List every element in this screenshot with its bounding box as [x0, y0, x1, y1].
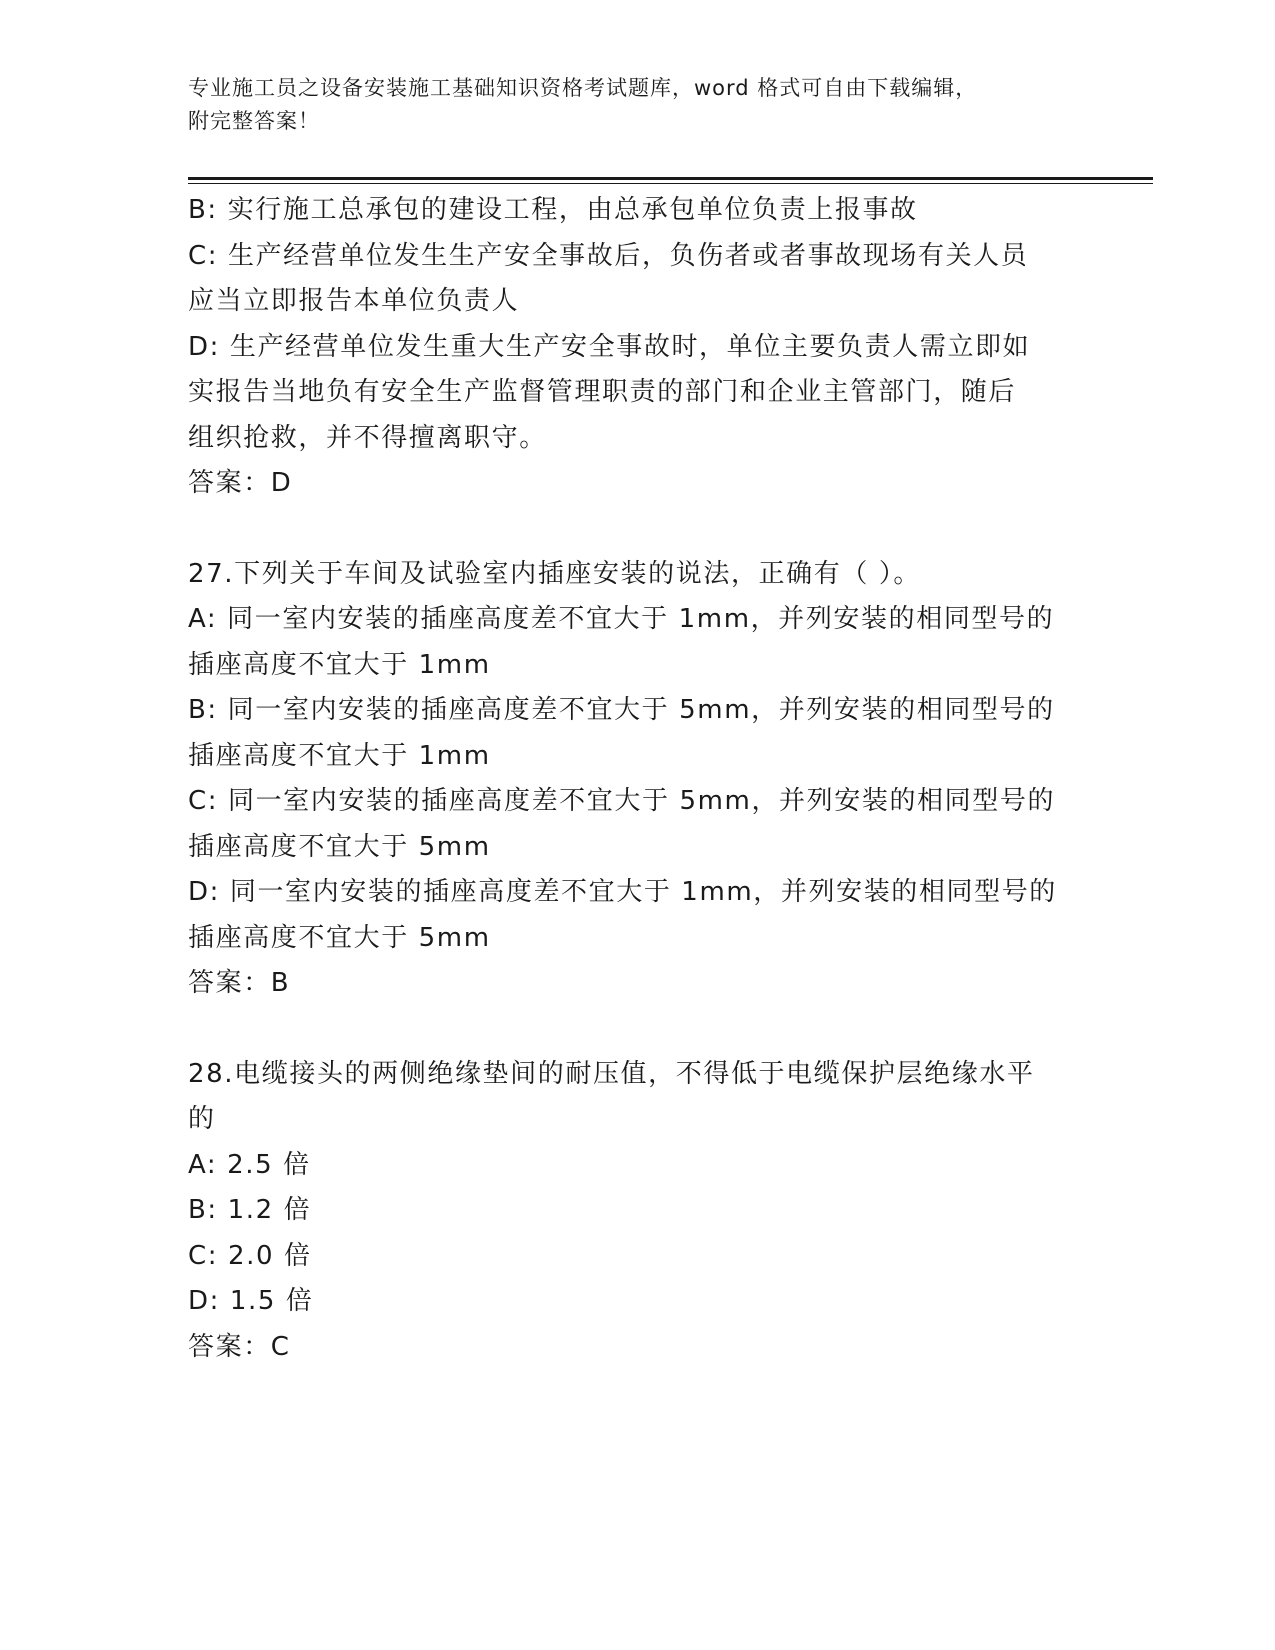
q27-answer: 答案：B	[188, 968, 291, 998]
spacer	[188, 507, 1088, 552]
q27-option-d-line-1: D: 同一室内安装的插座高度差不宜大于 1mm，并列安装的相同型号的	[188, 877, 1057, 907]
q28-question-line-1: 28.电缆接头的两侧绝缘垫间的耐压值，不得低于电缆保护层绝缘水平	[188, 1058, 1035, 1089]
q26-option-c-line-1: C: 生产经营单位发生生产安全事故后，负伤者或者事故现场有关人员	[188, 240, 1029, 271]
question-26	[188, 188, 1088, 507]
q28-answer: 答案：C	[188, 1331, 291, 1362]
header-divider-thick	[188, 177, 1153, 180]
q26-option-d-line-2: 实报告当地负有安全生产监督管理职责的部门和企业主管部门，随后	[188, 377, 1017, 407]
q26-option-d-line-1: D: 生产经营单位发生重大生产安全事故时，单位主要负责人需立即如	[188, 331, 1031, 362]
header-line-2: 附完整答案！	[188, 109, 320, 133]
q27-option-a-line-1: A: 同一室内安装的插座高度差不宜大于 1mm，并列安装的相同型号的	[188, 604, 1055, 634]
q28-question-line-2: 的	[188, 1104, 216, 1134]
q28-option-d: D: 1.5 倍	[188, 1286, 314, 1316]
q26-answer: 答案：D	[188, 468, 293, 498]
question-27	[188, 552, 1088, 1007]
q26-option-c-line-2: 应当立即报告本单位负责人	[188, 286, 520, 316]
q28-option-a: A: 2.5 倍	[188, 1149, 311, 1180]
q27-option-c-line-1: C: 同一室内安装的插座高度差不宜大于 5mm，并列安装的相同型号的	[188, 786, 1056, 816]
q27-option-c-line-2: 插座高度不宜大于 5mm	[188, 831, 491, 862]
q26-option-d-line-3: 组织抢救，并不得擅离职守。	[188, 422, 547, 453]
q27-option-b-line-2: 插座高度不宜大于 1mm	[188, 740, 491, 771]
q27-option-d-line-2: 插座高度不宜大于 5mm	[188, 922, 491, 953]
spacer	[188, 1007, 1088, 1052]
q27-option-b-line-1: B: 同一室内安装的插座高度差不宜大于 5mm，并列安装的相同型号的	[188, 695, 1055, 725]
q27-option-a-line-2: 插座高度不宜大于 1mm	[188, 649, 491, 680]
q27-question: 27.下列关于车间及试验室内插座安装的说法，正确有（ ）。	[188, 558, 922, 589]
q28-option-c: C: 2.0 倍	[188, 1240, 312, 1271]
q26-option-b: B: 实行施工总承包的建设工程，由总承包单位负责上报事故	[188, 195, 918, 225]
question-content	[188, 188, 1088, 1370]
document-header	[188, 72, 1088, 138]
header-divider-thin	[188, 183, 1153, 184]
header-line-1: 专业施工员之设备安装施工基础知识资格考试题库，word 格式可自由下载编辑，	[188, 76, 978, 100]
question-28	[188, 1052, 1088, 1371]
q28-option-b: B: 1.2 倍	[188, 1195, 312, 1225]
